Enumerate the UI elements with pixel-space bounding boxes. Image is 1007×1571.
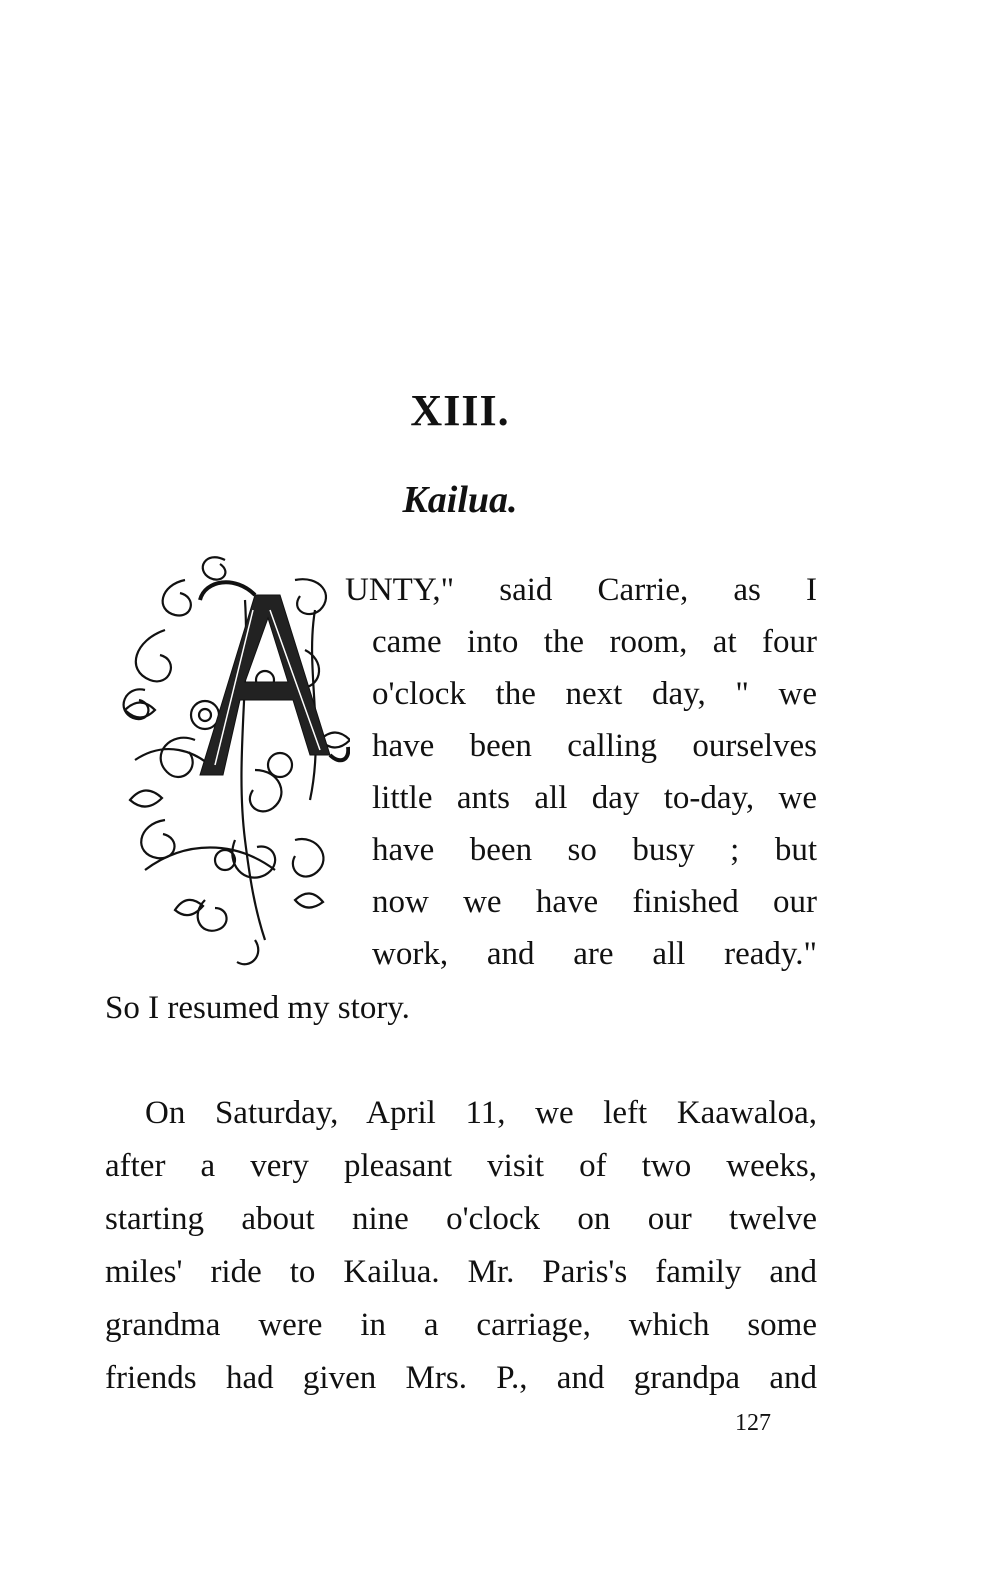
paragraph-line: have been calling ourselves (372, 728, 817, 764)
paragraph-line: starting about nine o'clock on our twelve (105, 1201, 817, 1237)
ornamental-drop-cap-icon (105, 540, 350, 980)
paragraph-line: work, and are all ready." (372, 936, 817, 972)
paragraph-line: little ants all day to-day, we (372, 780, 817, 816)
paragraph-line: So I resumed my story. (105, 990, 410, 1026)
paragraph-line: UNTY," said Carrie, as I (345, 572, 817, 608)
page-number: 127 (735, 1410, 771, 1436)
paragraph-line: o'clock the next day, " we (372, 676, 817, 712)
paragraph-line: On Saturday, April 11, we left Kaawaloa, (145, 1095, 817, 1131)
paragraph-line: miles' ride to Kailua. Mr. Paris's family and (105, 1254, 817, 1290)
paragraph-line: came into the room, at four (372, 624, 817, 660)
paragraph-line: friends had given Mrs. P., and grandpa and (105, 1360, 817, 1396)
paragraph-line: grandma were in a carriage, which some (105, 1307, 817, 1343)
paragraph-line: now we have finished our (372, 884, 817, 920)
chapter-title: Kailua. (402, 479, 518, 521)
chapter-number: XIII. (410, 386, 510, 435)
paragraph-line: after a very pleasant visit of two weeks, (105, 1148, 817, 1184)
paragraph-line: have been so busy ; but (372, 832, 817, 868)
